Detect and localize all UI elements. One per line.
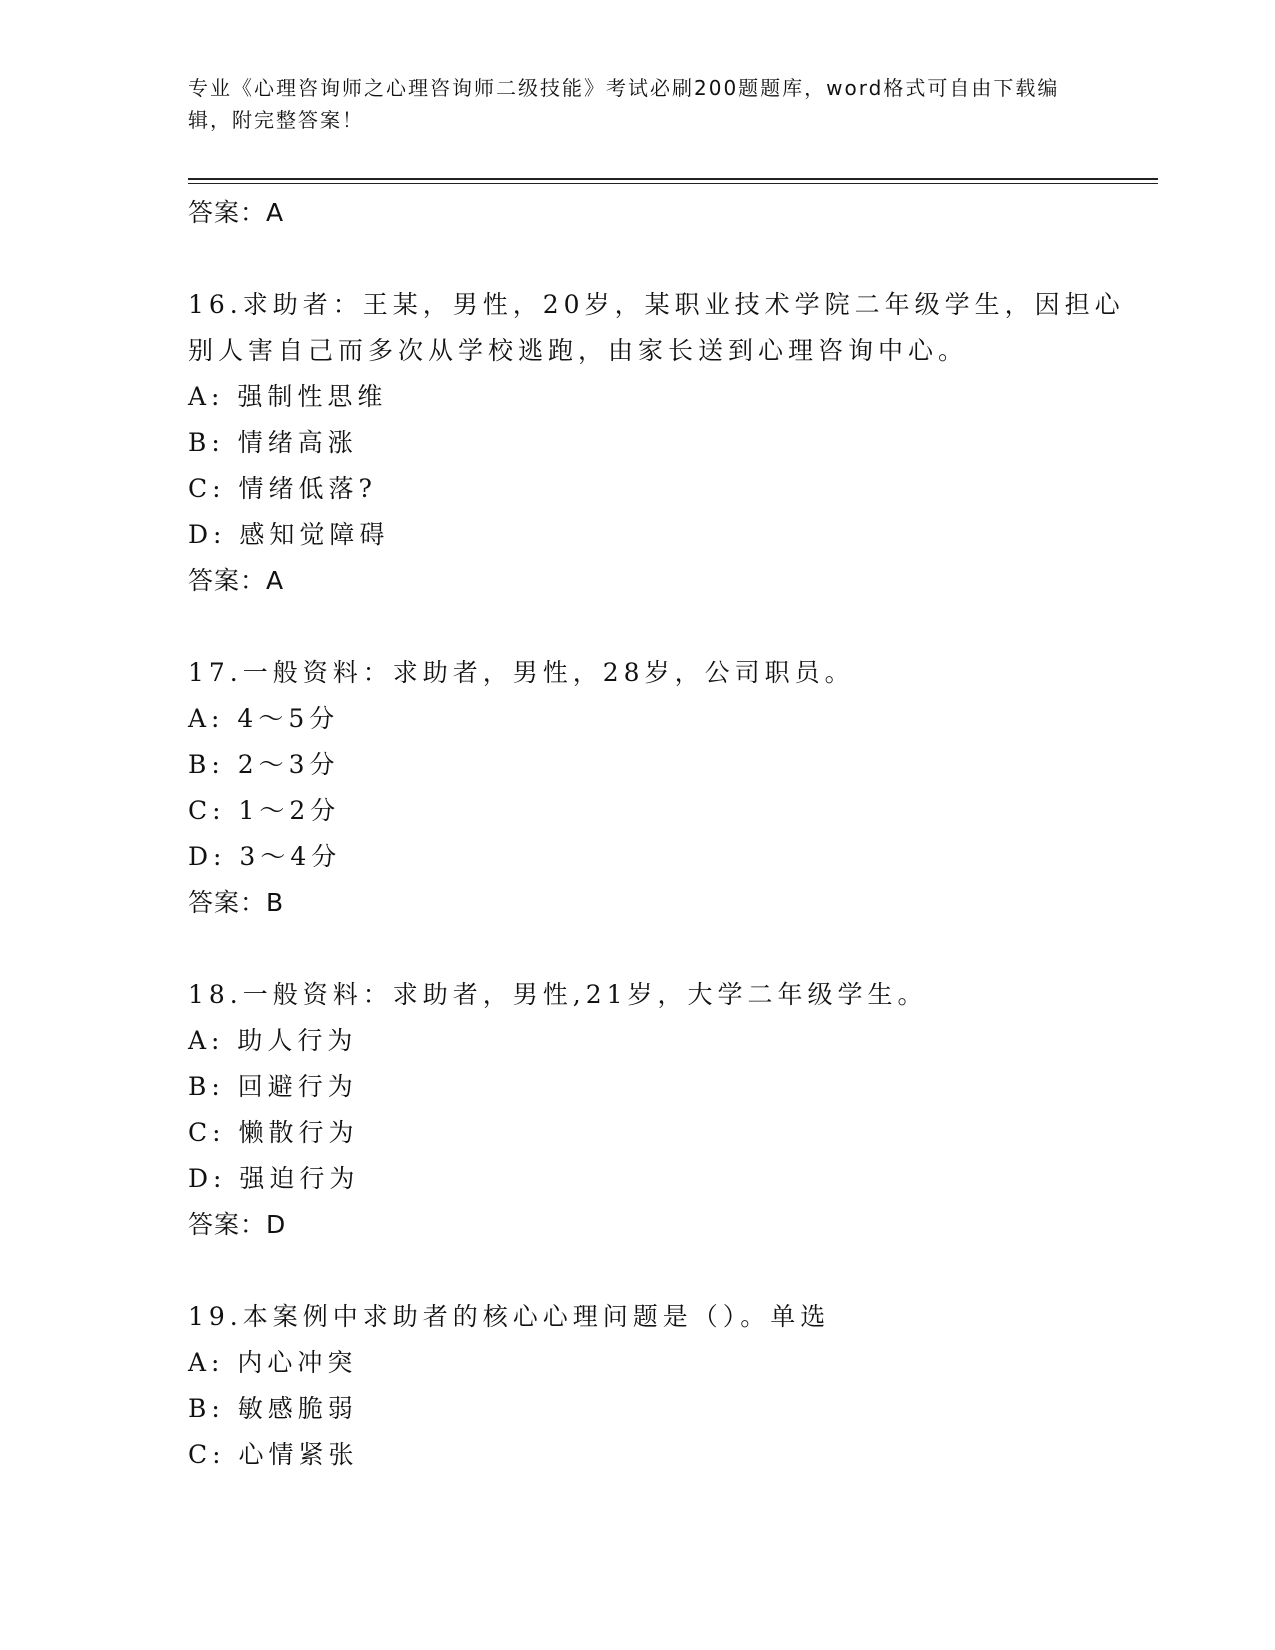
option-d: D: 强迫行为 — [188, 1164, 360, 1193]
option-b: B: 情绪高涨 — [188, 428, 358, 457]
option-b: B: 敏感脆弱 — [188, 1394, 358, 1423]
question-block — [188, 282, 1125, 604]
spacer — [188, 236, 1088, 282]
option-a: A: 内心冲突 — [188, 1348, 358, 1377]
option-b: B: 2～3分 — [188, 750, 340, 779]
question-block — [188, 650, 1088, 926]
question-stem: 19.本案例中求助者的核心心理问题是（）。单选 — [188, 1302, 831, 1331]
option-a: A: 助人行为 — [188, 1026, 358, 1055]
spacer — [188, 926, 1088, 972]
option-d: D: 3～4分 — [188, 842, 342, 871]
spacer — [188, 1248, 1088, 1294]
answer-line: 答案：A — [188, 566, 285, 595]
spacer — [188, 604, 1088, 650]
question-list — [188, 190, 1125, 1478]
answer-line: 答案：A — [188, 198, 285, 227]
header-rule-thin — [188, 183, 1158, 184]
option-a: A: 强制性思维 — [188, 382, 388, 411]
option-c: C: 心情紧张 — [188, 1440, 359, 1469]
question-stem: 16.求助者：王某，男性，20岁，某职业技术学院二年级学生，因担心 — [188, 290, 1125, 319]
question-stem-continued: 别人害自己而多次从学校逃跑，由家长送到心理咨询中心。 — [188, 336, 969, 365]
option-c: C: 1～2分 — [188, 796, 341, 825]
header-rule-thick — [188, 178, 1158, 180]
option-b: B: 回避行为 — [188, 1072, 358, 1101]
document-header: 专业《心理咨询师之心理咨询师二级技能》考试必刷200题题库，word格式可自由下载编辑，附完整答案！ — [188, 76, 1060, 132]
answer-line: 答案：D — [188, 1210, 287, 1239]
question-block — [188, 972, 1088, 1248]
question-stem: 17.一般资料：求助者，男性，28岁，公司职员。 — [188, 658, 855, 687]
question-block — [188, 1294, 1088, 1478]
question-stem: 18.一般资料：求助者，男性,21岁，大学二年级学生。 — [188, 980, 928, 1009]
option-d: D: 感知觉障碍 — [188, 520, 390, 549]
option-a: A: 4～5分 — [188, 704, 340, 733]
answer-line: 答案：B — [188, 888, 285, 917]
option-c: C: 情绪低落? — [188, 474, 377, 503]
option-c: C: 懒散行为 — [188, 1118, 359, 1147]
